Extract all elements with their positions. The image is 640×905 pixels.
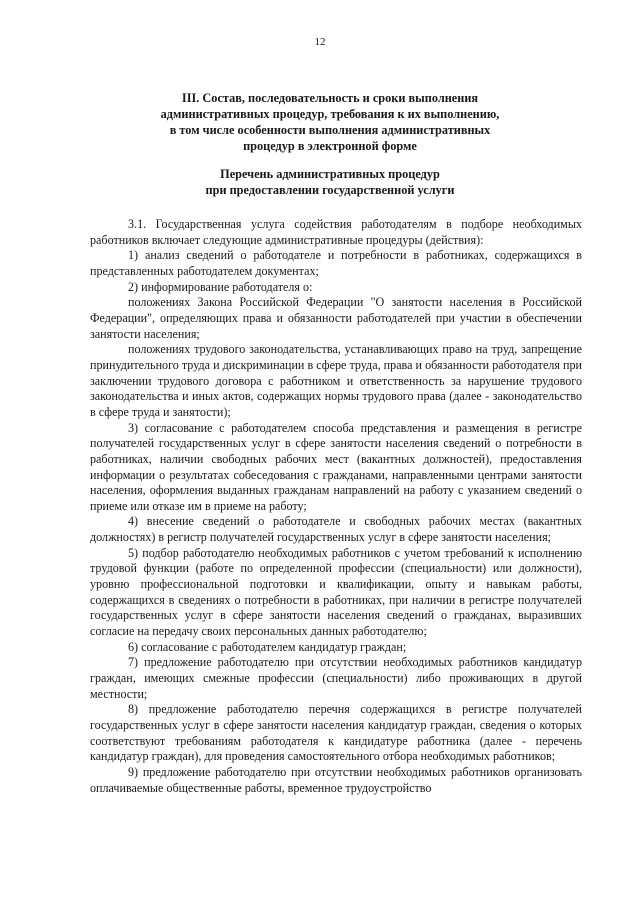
paragraph-item-6: 6) согласование с работодателем кандидатур граждан;: [128, 639, 407, 654]
section-subtitle: [90, 166, 570, 198]
paragraph-item-2: 2) информирование работодателя о:: [128, 279, 313, 294]
paragraph-item-7: 7) предложение работодателю при отсутствии необходимых работников кандидатур граждан, имеющих смежные профессии (специальности) либо проживающих в другой местности;: [90, 655, 582, 701]
paragraph-item-3: 3) согласование с работодателем способа представления и размещения в регистре получателей государственных услуг в сфере занятости населения сведений о потребности в работниках, наличии свободных рабочих мест (вакантных должностей), предоставления информации о результатах собеседования с гражданами, направленными центрами занятости населения, оформления выданных гражданам направлений на работу с указанием сведений о приеме или отказе им в приеме на работу;: [90, 420, 582, 513]
section-title-line: в том числе особенности выполнения административных: [169, 123, 491, 137]
page-number: 12: [314, 36, 326, 48]
section-title-line: процедур в электронной форме: [243, 139, 417, 153]
paragraph-item-2-law: положениях Закона Российской Федерации "О занятости населения в Российской Федерации", определяющих права и обязанности работодателей при участии в обеспечении занятости населения;: [90, 295, 582, 341]
paragraph-3-1: 3.1. Государственная услуга содействия работодателям в подборе необходимых работников включает следующие административные процедуры (действия):: [90, 217, 582, 247]
paragraph-item-8: 8) предложение работодателю перечня содержащихся в регистре получателей государственных услуг в сфере занятости населения кандидатур граждан, сведения о которых соответствуют требованиям работодателя к кандидатуре работника (далее - перечень кандидатур граждан), для проведения самостоятельного отбора необходимых работников;: [90, 702, 582, 764]
section-title: [90, 90, 570, 154]
paragraph-item-4: 4) внесение сведений о работодателе и свободных рабочих местах (вакантных должностях) в регистр получателей государственных услуг в сфере занятости населения;: [90, 514, 582, 545]
section-title-line: III. Состав, последовательность и сроки выполнения: [181, 91, 479, 105]
section-subtitle-line: при предоставлении государственной услуги: [205, 183, 455, 197]
document-body: [90, 217, 582, 796]
paragraph-item-5: 5) подбор работодателю необходимых работников с учетом требований к исполнению трудовой функции (работе по определенной профессии (специальности) или должности), уровню профессиональной подготовки и квалификации, опыту и навыкам работы, содержащихся в сведениях о потребности в работниках, при наличии в регистре получателей государственных услуг в сфере занятости населения сведений о гражданах, выразивших согласие на передачу своих персональных данных работодателю;: [90, 545, 582, 639]
section-title-line: административных процедур, требования к их выполнению,: [160, 107, 500, 121]
paragraph-item-9: 9) предложение работодателю при отсутствии необходимых работников организовать оплачиваемые общественные работы, временное трудоустройство: [90, 764, 582, 795]
paragraph-item-1: 1) анализ сведений о работодателе и потребности в работниках, содержащихся в представленных работодателем документах;: [90, 248, 582, 278]
paragraph-item-2-labor: положениях трудового законодательства, устанавливающих право на труд, запрещение принудительного труда и дискриминации в сфере труда, права и обязанности работодателя при заключении трудового договора с работником и ответственность за нарушение трудового законодательства и иных актов, содержащих нормы трудового права (далее - законодательство в сфере труда и занятости);: [90, 342, 582, 419]
section-subtitle-line: Перечень административных процедур: [220, 167, 440, 181]
